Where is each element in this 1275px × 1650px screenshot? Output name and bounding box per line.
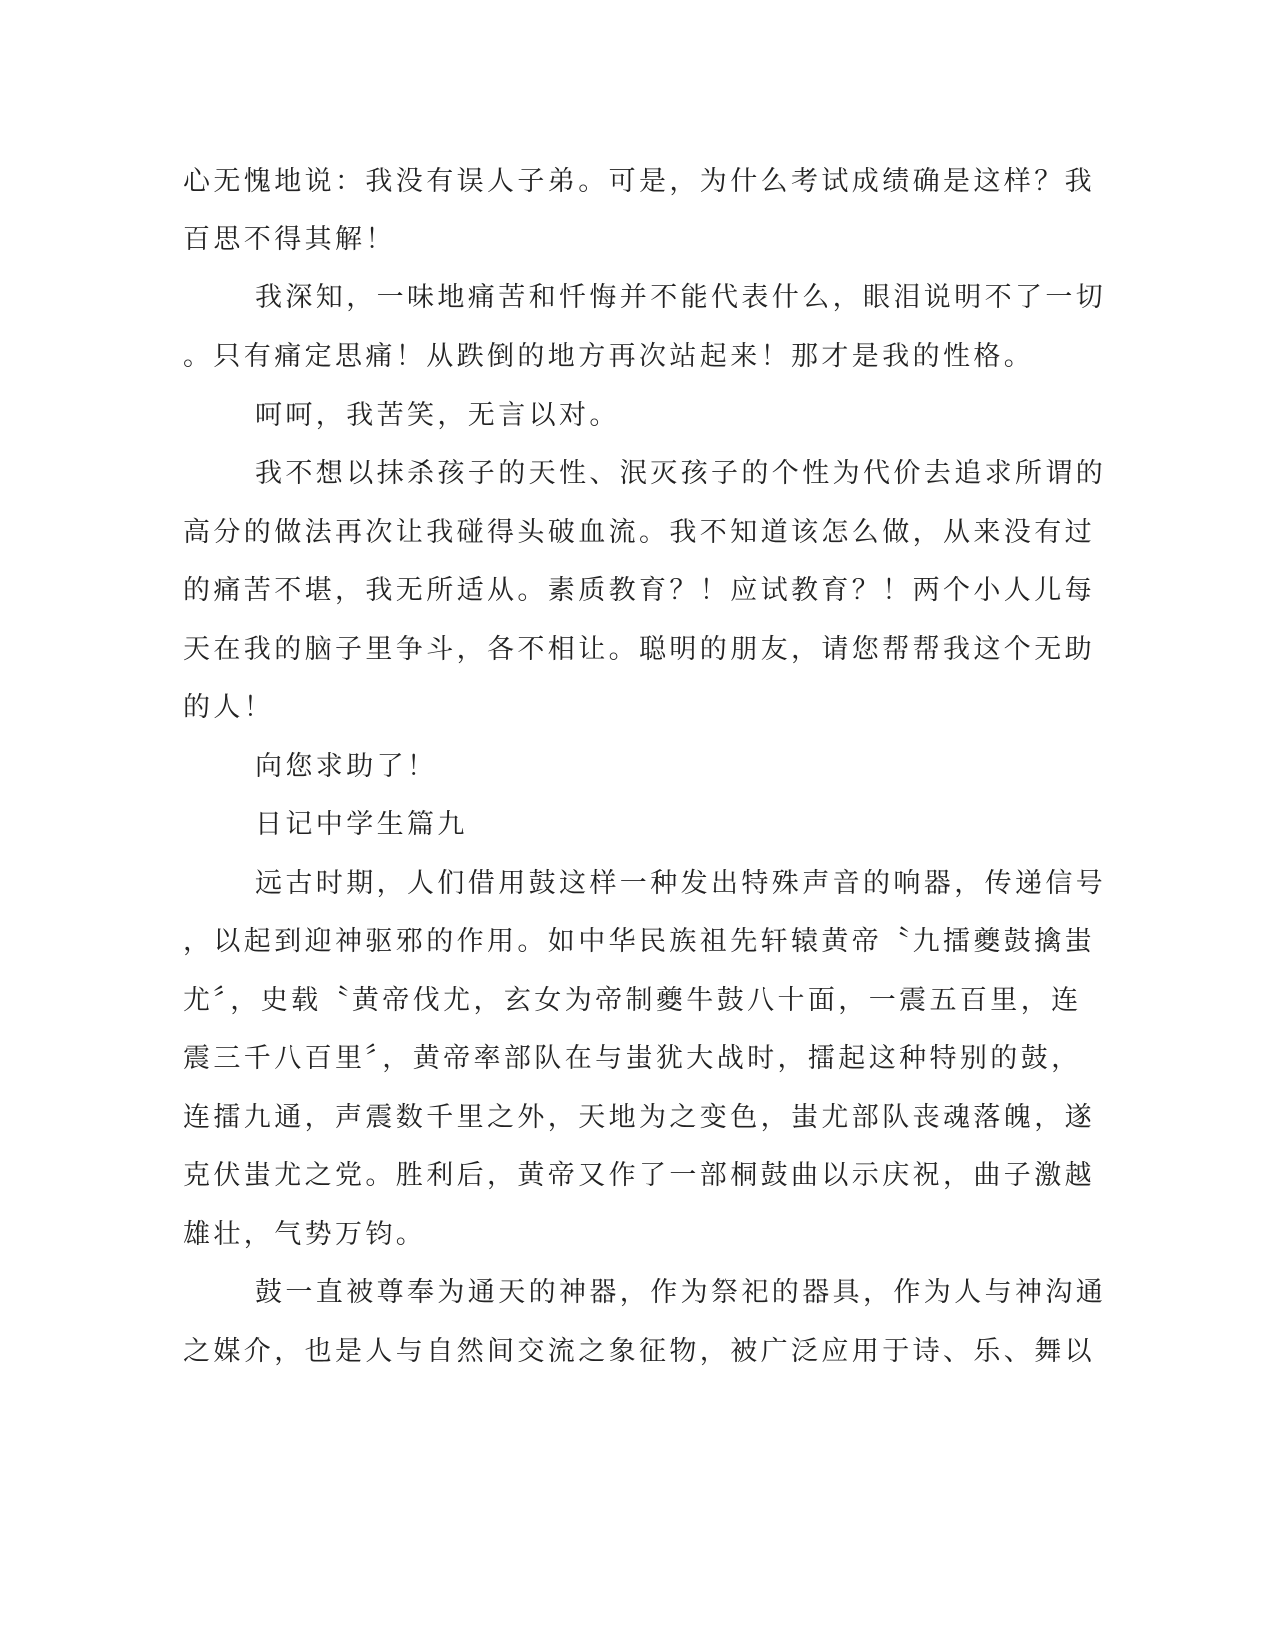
text-line: 之媒介，也是人与自然间交流之象征物，被广泛应用于诗、乐、舞以 [183, 1336, 1095, 1367]
text-line: 鼓一直被尊奉为通天的神器，作为祭祀的器具，作为人与神沟通 [255, 1277, 1107, 1308]
text-line: 雄壮，气势万钧。 [183, 1219, 427, 1250]
text-line: 连擂九通，声震数千里之外，天地为之变色，蚩尤部队丧魂落魄，遂 [183, 1102, 1095, 1133]
text-line: ，以起到迎神驱邪的作用。如中华民族祖先轩辕黄帝〝九擂夔鼓擒蚩 [183, 926, 1095, 957]
text-line: 我深知，一味地痛苦和忏悔并不能代表什么，眼泪说明不了一切 [255, 282, 1107, 313]
text-line: 心无愧地说：我没有误人子弟。可是，为什么考试成绩确是这样？我 [183, 166, 1095, 197]
text-line: 震三千八百里〞，黄帝率部队在与蚩犹大战时，擂起这种特别的鼓， [183, 1043, 1082, 1074]
text-line: 的人！ [183, 692, 275, 723]
text-line: 向您求助了！ [255, 751, 438, 782]
text-line: 天在我的脑子里争斗，各不相让。聪明的朋友，请您帮帮我这个无助 [183, 634, 1095, 665]
text-line: 的痛苦不堪，我无所适从。素质教育？！应试教育？！两个小人儿每 [183, 575, 1095, 606]
text-line: 。只有痛定思痛！从跌倒的地方再次站起来！那才是我的性格。 [183, 341, 1035, 372]
text-line: 远古时期，人们借用鼓这样一种发出特殊声音的响器，传递信号 [255, 868, 1107, 899]
text-line: 克伏蚩尤之党。胜利后，黄帝又作了一部桐鼓曲以示庆祝，曲子激越 [183, 1160, 1095, 1191]
text-line: 尤〞，史载〝黄帝伐尤，玄女为帝制夔牛鼓八十面，一震五百里，连 [183, 985, 1082, 1016]
section-heading: 日记中学生篇九 [255, 809, 468, 840]
text-line: 高分的做法再次让我碰得头破血流。我不知道该怎么做，从来没有过 [183, 517, 1095, 548]
text-line: 呵呵，我苦笑，无言以对。 [255, 400, 620, 431]
text-line: 我不想以抹杀孩子的天性、泯灭孩子的个性为代价去追求所谓的 [255, 458, 1107, 489]
text-line: 百思不得其解！ [183, 224, 396, 255]
